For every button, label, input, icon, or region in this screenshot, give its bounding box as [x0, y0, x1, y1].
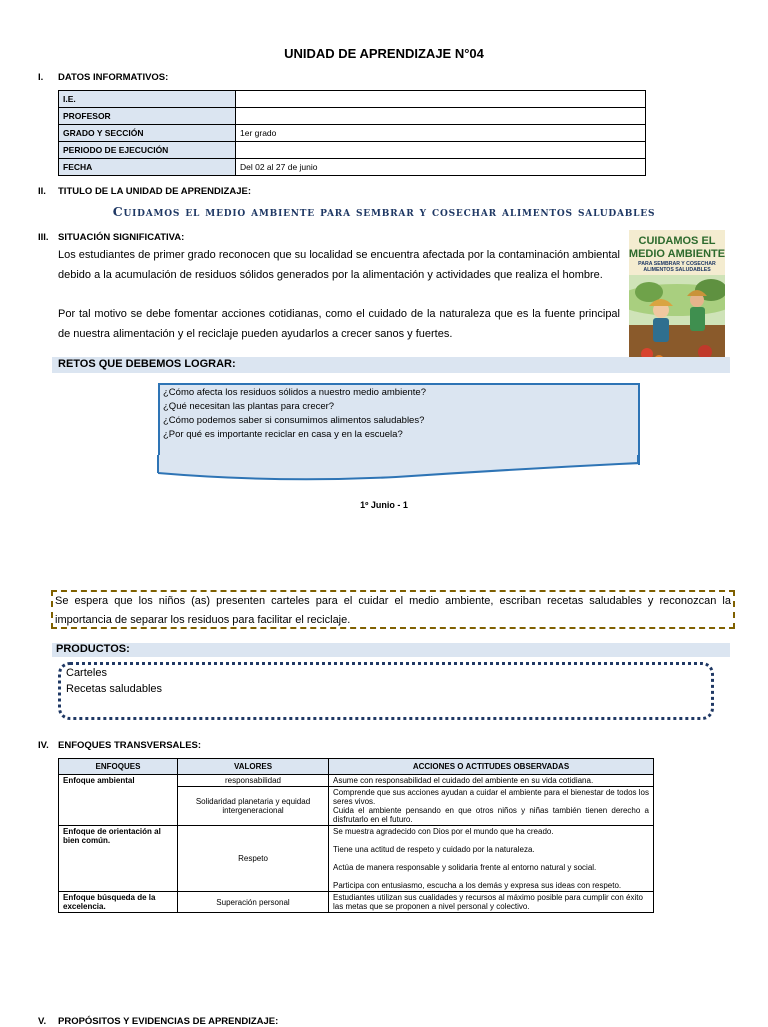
section-label: DATOS INFORMATIVOS: [58, 72, 169, 83]
enfoque-accion: Participa con entusiasmo, escucha a los demás y expresa sus ideas con respeto. [333, 881, 622, 890]
enfoque-accion: Se muestra agradecido con Dios por el mundo que ha creado. [333, 827, 554, 836]
productos-header-bar [52, 643, 730, 657]
info-label: PROFESOR [59, 108, 236, 125]
situacion-paragraph-1: Los estudiantes de primer grado reconocen que su localidad se encuentra afectada por la contaminación ambiental debido a la acumulación de residuos sólidos generados por la alimentación y actividades que realiza el hombre. [58, 249, 620, 281]
column-header: ACCIONES O ACTITUDES OBSERVADAS [329, 759, 654, 775]
table-row [59, 91, 646, 108]
reto-question: ¿Cómo podemos saber si consumimos alimentos saludables? [163, 415, 425, 426]
table-row [59, 142, 646, 159]
info-value [236, 108, 646, 125]
section-number: IV. [38, 740, 49, 751]
enfoques-table [58, 758, 654, 913]
cover-subtitle-line2: ALIMENTOS SALUDABLES [643, 267, 711, 273]
section-number: II. [38, 186, 46, 197]
section-heading-propositos [38, 1016, 278, 1027]
enfoque-valor: Solidaridad planetaria y equidad intergeneracional [178, 787, 329, 826]
enfoque-accion: Estudiantes utilizan sus cualidades y recursos al máximo posible para cumplir con éxito las metas que se proponen a nivel personal y colectivo. [329, 892, 654, 913]
enfoque-name: Enfoque ambiental [59, 775, 178, 826]
producto-item: Recetas saludables [66, 683, 163, 695]
cover-title-line2: MEDIO AMBIENTE [629, 248, 725, 260]
table-row [59, 826, 654, 892]
expectativa-box: Se espera que los niños (as) presenten carteles para el cuidar el medio ambiente, escriban recetas saludables y reconozcan la importancia de separar los residuos para facilitar el reciclaje. [51, 590, 735, 629]
table-row [59, 108, 646, 125]
section-number: V. [38, 1016, 47, 1027]
table-row [59, 892, 654, 913]
situacion-paragraph-2: Por tal motivo se debe fomentar acciones cotidianas, como el cuidado de la naturaleza que es la fuente principal de nuestra alimentación y el reciclaje pueden ayudarlos a crecer sanos y fuertes. [58, 308, 620, 340]
cover-title-line1: CUIDAMOS EL [638, 235, 716, 247]
enfoque-name: Enfoque de orientación al bien común. [59, 826, 178, 892]
section-label: TITULO DE LA UNIDAD DE APRENDIZAJE: [58, 186, 251, 197]
section-heading-situacion [38, 232, 184, 243]
info-label: PERIODO DE EJECUCIÓN [59, 142, 236, 159]
reto-question: ¿Cómo afecta los residuos sólidos a nuestro medio ambiente? [163, 387, 426, 398]
reto-question: ¿Qué necesitan las plantas para crecer? [163, 401, 335, 412]
enfoque-accion: Actúa de manera responsable y solidaria frente al entorno natural y social. [333, 863, 597, 872]
info-value [236, 142, 646, 159]
retos-box-wave-bottom [156, 455, 640, 485]
info-value [236, 91, 646, 108]
table-row [59, 159, 646, 176]
enfoque-valor: Superación personal [178, 892, 329, 913]
info-table [58, 90, 646, 176]
section-label: ENFOQUES TRANSVERSALES: [58, 740, 202, 751]
enfoque-acciones-cell [329, 826, 654, 892]
retos-heading: RETOS QUE DEBEMOS LOGRAR: [58, 358, 236, 370]
cover-illustration-art [629, 230, 725, 373]
enfoque-acciones-cell [329, 787, 654, 826]
column-header: VALORES [178, 759, 329, 775]
enfoque-valor: Respeto [178, 826, 329, 892]
column-header: ENFOQUES [59, 759, 178, 775]
productos-heading: PRODUCTOS: [56, 643, 130, 655]
info-label: FECHA [59, 159, 236, 176]
section-heading-titulo [38, 186, 251, 197]
enfoque-accion: Comprende que sus acciones ayudan a cuidar el ambiente para el bienestar de todos los seres vivos. [333, 788, 649, 806]
document-title: UNIDAD DE APRENDIZAJE N°04 [284, 46, 484, 61]
enfoque-name: Enfoque búsqueda de la excelencia. [59, 892, 178, 913]
info-value: 1er grado [236, 125, 646, 142]
section-label: SITUACIÓN SIGNIFICATIVA: [58, 232, 185, 243]
cover-subtitle-line1: PARA SEMBRAR Y COSECHAR [638, 261, 716, 267]
section-number: I. [38, 72, 44, 83]
table-header-row [59, 759, 654, 775]
enfoque-accion: Asume con responsabilidad el cuidado del ambiente en su vida cotidiana. [329, 775, 654, 787]
reto-question: ¿Por qué es importante reciclar en casa y en la escuela? [163, 429, 403, 440]
page-note: 1º Junio - 1 [360, 500, 408, 510]
enfoque-accion: Tiene una actitud de respeto y cuidado por la naturaleza. [333, 845, 535, 854]
section-heading-datos [38, 72, 168, 83]
table-row [59, 775, 654, 787]
unit-title: Cuidamos el medio ambiente para sembrar y cosechar alimentos saludables [112, 204, 656, 219]
section-number: III. [38, 232, 49, 243]
info-label: I.E. [59, 91, 236, 108]
info-value: Del 02 al 27 de junio [236, 159, 646, 176]
cover-illustration [629, 230, 725, 373]
enfoque-accion: Cuida el ambiente pensando en que otros niños y niñas también tienen derecho a disfrutarlo en el futuro. [333, 806, 649, 824]
section-label: PROPÓSITOS Y EVIDENCIAS DE APRENDIZAJE: [58, 1016, 279, 1027]
table-row [59, 125, 646, 142]
section-heading-enfoques [38, 740, 201, 751]
producto-item: Carteles [66, 667, 107, 679]
enfoque-valor: responsabilidad [178, 775, 329, 787]
info-label: GRADO Y SECCIÓN [59, 125, 236, 142]
